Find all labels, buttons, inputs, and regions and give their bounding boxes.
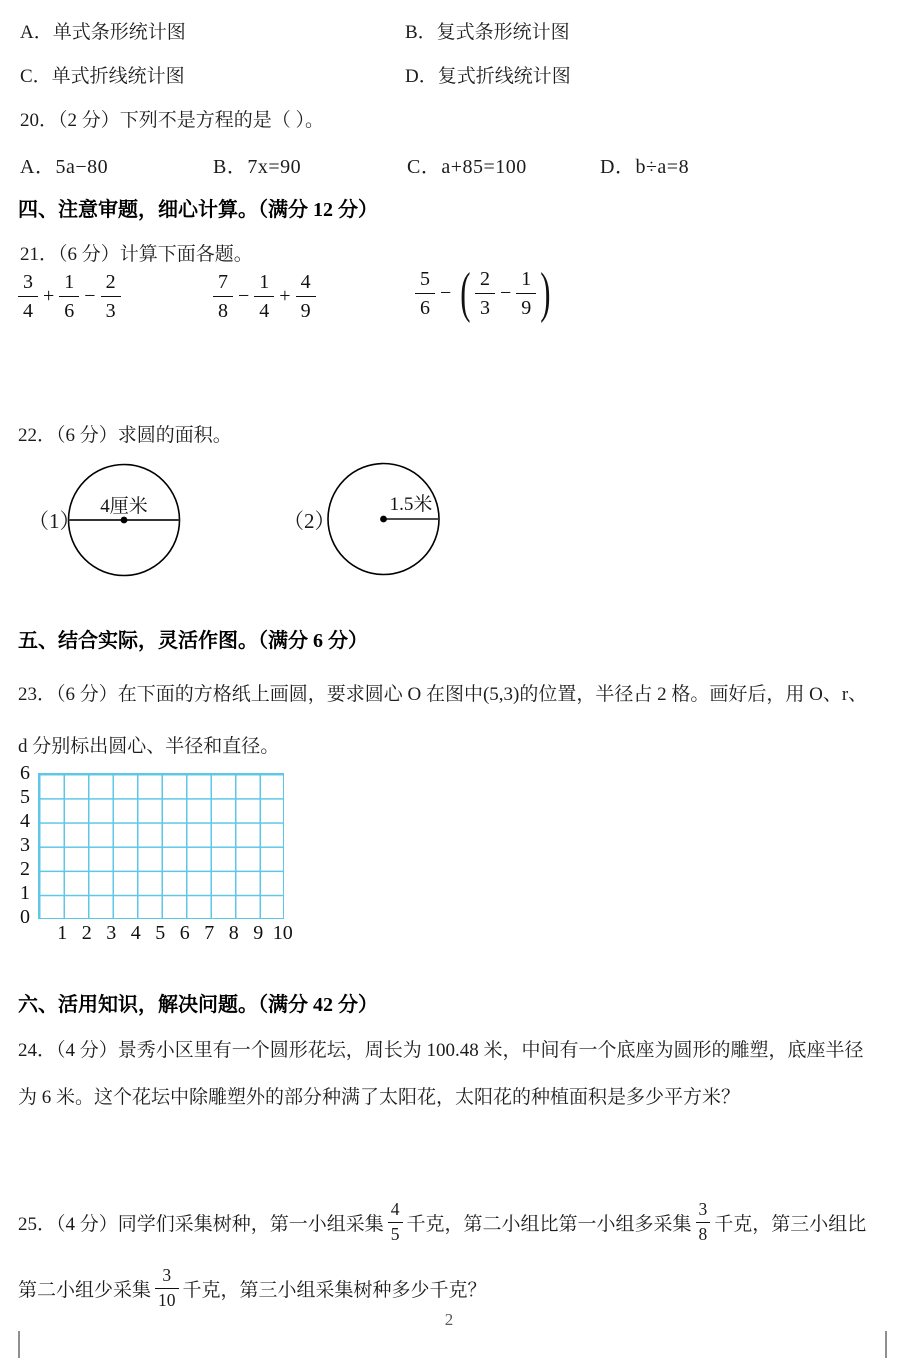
operator: + (43, 285, 55, 307)
grid-x-label: 2 (81, 922, 92, 944)
grid-x-label: 3 (106, 922, 117, 944)
q25-text-segment: 第二小组少采集 (18, 1279, 152, 1301)
q21-expression-2 (213, 272, 316, 321)
center-dot (121, 517, 128, 524)
grid-x-label: 7 (204, 922, 215, 944)
q21-expression-1 (18, 272, 121, 321)
grid-y-label: 1 (20, 882, 30, 904)
q19-option-d: D．复式折线统计图 (405, 66, 571, 87)
q25-text-segment: 千克，第二小组比第一小组多采集 (406, 1213, 692, 1235)
q25-text-segment: 千克，第三小组采集树种多少千克？ (182, 1279, 487, 1301)
q24-line2: 为 6 米。这个花坛中除雕塑外的部分种满了太阳花，太阳花的种植面积是多少平方米？ (18, 1087, 741, 1108)
fraction: $\frac{3}{4}$ (18, 272, 38, 321)
grid-x-label: 10 (272, 922, 293, 944)
q20-option-c: C．a+85=100 (407, 156, 527, 178)
fraction: $\frac{4}{9}$ (296, 272, 316, 321)
grid-y-label: 3 (20, 834, 30, 856)
circle-diagram-diameter (66, 461, 182, 579)
fraction: $\frac{2}{3}$ (475, 269, 495, 318)
right-paren: ) (540, 262, 551, 324)
q20-option-b: B．7x=90 (213, 156, 302, 178)
q22-fig2-label: （2） (283, 509, 336, 533)
section4-heading: 四、注意审题，细心计算。（满分 12 分） (18, 199, 378, 221)
left-paren: ( (460, 262, 471, 324)
q19-option-c: C．单式折线统计图 (20, 66, 185, 87)
q22-fig1-label: （1） (28, 509, 81, 533)
grid-x-label: 6 (179, 922, 190, 944)
grid-y-label: 5 (20, 786, 30, 808)
grid-x-label: 5 (155, 922, 166, 944)
q19-option-b: B．复式条形统计图 (405, 22, 570, 43)
fraction: $\frac{4}{5}$ (388, 1201, 403, 1243)
grid-y-label: 0 (20, 906, 30, 928)
fraction: $\frac{5}{6}$ (415, 269, 435, 318)
operator: − (440, 281, 452, 304)
center-dot (380, 516, 387, 523)
diameter-label: 4厘米 (100, 496, 148, 517)
section6-heading: 六、活用知识，解决问题。（满分 42 分） (18, 994, 378, 1016)
section5-heading: 五、结合实际，灵活作图。（满分 6 分） (18, 630, 368, 652)
q25-text-segment: 千克，第三小组比 (714, 1213, 867, 1235)
fraction: $\frac{7}{8}$ (213, 272, 233, 321)
operator: − (238, 285, 250, 307)
circle-diagram-radius (326, 461, 442, 579)
grid-y-label: 6 (20, 762, 30, 784)
q21-expression-3 (415, 262, 555, 324)
grid-x-label: 1 (57, 922, 68, 944)
fraction: $\frac{3}{10}$ (155, 1267, 179, 1309)
footer-right-tick (885, 1331, 887, 1358)
q20-option-d: D．b÷a=8 (600, 156, 690, 178)
q24-line1: 24．（4 分）景秀小区里有一个圆形花坛，周长为 100.48 米，中间有一个底座为圆形的雕塑，底座半径 (18, 1040, 864, 1061)
q25-line1 (18, 1192, 866, 1252)
q20-stem: 20．（2 分）下列不是方程的是（ ）。 (20, 110, 325, 131)
grid-x-label: 4 (130, 922, 141, 944)
q23-line2: d 分别标出圆心、半径和直径。 (18, 736, 280, 757)
footer-left-tick (18, 1331, 20, 1358)
fraction: $\frac{3}{8}$ (696, 1201, 711, 1243)
page-number: 2 (444, 1310, 454, 1329)
operator: − (499, 281, 512, 304)
q25-text-segment: 25．（4 分）同学们采集树种，第一小组采集 (18, 1213, 384, 1235)
grid-x-label: 9 (253, 922, 264, 944)
radius-label: 1.5米 (389, 494, 433, 515)
fraction: $\frac{1}{9}$ (516, 269, 536, 318)
grid-x-axis-labels (50, 922, 295, 945)
q23-line1: 23．（6 分）在下面的方格纸上画圆，要求圆心 O 在图中(5,3)的位置，半径占 2 格。画好后，用 O、r、 (18, 684, 868, 705)
q21-stem: 21．（6 分）计算下面各题。 (20, 244, 253, 265)
operator: − (84, 285, 96, 307)
q25-line2 (18, 1258, 487, 1318)
grid-y-label: 2 (20, 858, 30, 880)
grid-x-label: 8 (228, 922, 239, 944)
q19-option-a: A．单式条形统计图 (20, 22, 186, 43)
coordinate-grid (38, 773, 284, 919)
fraction: $\frac{1}{4}$ (254, 272, 274, 321)
q22-stem: 22．（6 分）求圆的面积。 (18, 425, 232, 446)
grid-y-label: 4 (20, 810, 30, 832)
fraction: $\frac{1}{6}$ (59, 272, 79, 321)
q20-option-a: A．5a−80 (20, 156, 109, 178)
fraction: $\frac{2}{3}$ (101, 272, 121, 321)
operator: + (279, 285, 291, 307)
